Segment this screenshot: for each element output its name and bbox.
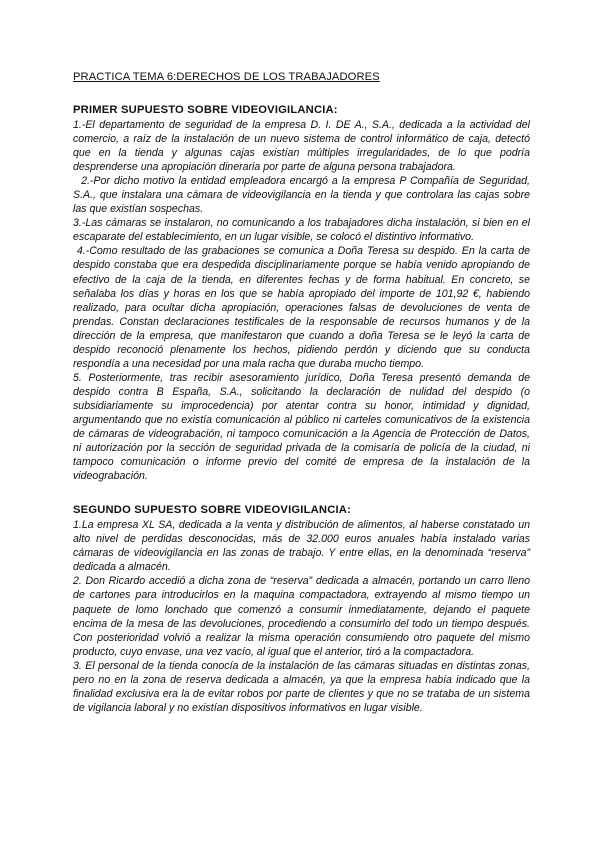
paragraph: 3. El personal de la tienda conocía de la instalación de las cámaras situadas en distintas zonas, pero no en la zona de reserva dedicada a almacén, ya que la empresa había indicado que la finalidad exclusiva era la de evitar robos por parte de clientes y que no se trataba de un sistema de vigilancia laboral y no existían dispositivos informativos en lugar visible. xyxy=(73,659,530,714)
paragraph: 1.-El departamento de seguridad de la empresa D. I. DE A., S.A., dedicada a la actividad del comercio, a raíz de la instalación de un nuevo sistema de control informático de caja, detectó que en la tienda y algunas cajas existían múltiples irregularidades, de lo que podría desprenderse una apropiación dineraria por parte de alguna persona trabajadora. xyxy=(73,119,530,174)
paragraph: 2.-Por dicho motivo la entidad empleadora encargó a la empresa P Compañía de Seguridad, S.A., que instalara una cámara de videovigilancia en la tienda y que controlara las cajas sobre las que existían sospechas. xyxy=(73,175,533,216)
paragraph: 5. Posteriormente, tras recibir asesoramiento jurídico, Doña Teresa presentó demanda de despido contra B España, S.A., solicitando la declaración de nulidad del despido (o subsidiariamente su improcedencia) por atentar contra su honor, intimidad y dignidad, argumentando que no existía comunicación al público ni carteles comunicativos de la existencia de cámaras de videograbación, ni tampoco comunicación a la Agencia de Protección de Datos, ni autorización por la sección de seguridad privada de la comisaría de policía de la ciudad, ni tampoco comunicación o informe previo del comité de empresa de la instalación de la videograbación. xyxy=(73,371,530,483)
paragraph: 2. Don Ricardo accedió a dicha zona de “reserva” dedicada a almacén, portando un carro lleno de cartones para introducirlos en la maquina compactadora, extrayendo al mismo tiempo un paquete de lomo lonchado que comenzó a consumir inmediatamente, dejando el paquete encima de la mesa de las devoluciones, procediendo a consumirlo del todo un tiempo después. Con posterioridad volvió a realizar la misma operación consumiendo otro paquete del mismo producto, cuyo envase, una vez vacío, al igual que el anterior, tiró a la compactadora. xyxy=(73,575,530,658)
paragraph: 4.-Como resultado de las grabaciones se comunica a Doña Teresa su despido. En la carta de despido constaba que era despedida disciplinariamente porque se había venido apropiando de efectivo de la caja de la tienda, en diferentes fechas y de forma habitual. En concreto, se señalaba los días y horas en los que se había apropiado del importe de 101,92 €, habiendo realizado, para ocultar dicha apropiación, operaciones falsas de devoluciones de venta de prendas. Constan declaraciones testificales de la responsable de recursos humanos y de la dirección de la empresa, que manifestaron que cuando a doña Teresa se le leyó la carta de despido reconoció plenamente los hechos, pidiendo perdón y diciendo que su conducta respondía a una necesidad por una mala racha que duraba mucho tiempo. xyxy=(73,245,533,370)
document-page xyxy=(73,70,533,715)
paragraph: 3.-Las cámaras se instalaron, no comunicando a los trabajadores dicha instalación, si bien en el escaparate del establecimiento, en un lugar visible, se colocó el distintivo informativo. xyxy=(73,217,530,244)
section-spacer xyxy=(73,483,530,503)
section-heading: SEGUNDO SUPUESTO SOBRE VIDEOVIGILANCIA: xyxy=(73,504,351,517)
document-title: PRACTICA TEMA 6:DERECHOS DE LOS TRABAJADORES xyxy=(73,71,380,83)
section-second-case xyxy=(73,503,530,715)
section-first-case xyxy=(73,103,533,483)
section-heading: PRIMER SUPUESTO SOBRE VIDEOVIGILANCIA: xyxy=(73,104,338,116)
paragraph: 1.La empresa XL SA, dedicada a la venta y distribución de alimentos, al haberse constatado un alto nivel de perdidas desconocidas, más de 32.000 euros anuales había instalado varias cámaras de videovigilancia en las zonas de trabajo. Y entre ellas, en la denominada “reserva” dedicada a almacén. xyxy=(73,519,530,574)
